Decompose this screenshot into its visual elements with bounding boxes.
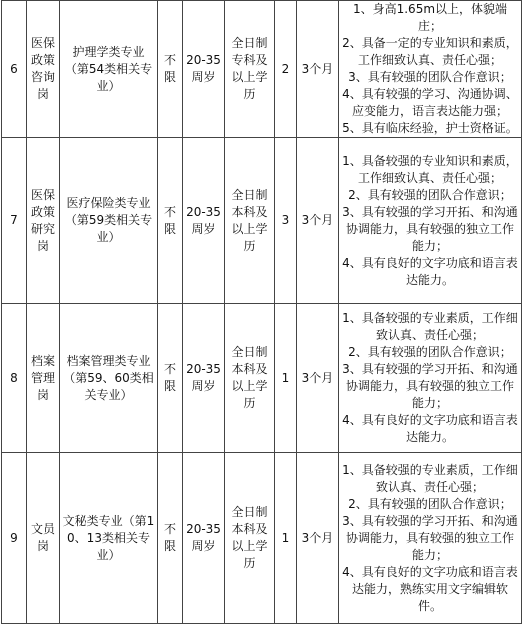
period: 3个月 xyxy=(297,304,339,453)
requirement-item: 2、具有较强的团队合作意识； xyxy=(348,345,512,359)
major: 档案管理类专业（第59、60类相关专业） xyxy=(60,304,158,453)
post-name: 文员岗 xyxy=(27,453,60,624)
requirement-item: 1、具备较强的专业素质，工作细致认真、责任心强； xyxy=(342,462,518,494)
headcount: 1 xyxy=(275,304,297,453)
requirement-item: 3、具有较强的团队合作意识； xyxy=(348,70,512,84)
table-row xyxy=(2,138,522,304)
major: 护理学类专业（第54类相关专业） xyxy=(60,1,158,138)
education: 全日制本科及以上学历 xyxy=(225,453,275,624)
requirement-item: 3、具有较强的学习开拓、和沟通协调能力，具有较强的独立工作能力； xyxy=(342,362,518,410)
requirement-item: 1、具备较强的专业知识和素质，工作细致认真、责任心强； xyxy=(342,153,518,185)
gender: 不限 xyxy=(158,1,183,138)
requirement-item: 3、具有较强的学习开拓、和沟通协调能力，具有较强的独立工作能力； xyxy=(342,204,518,253)
post-name: 档案管理岗 xyxy=(27,304,60,453)
requirements xyxy=(339,138,522,304)
gender: 不限 xyxy=(158,304,183,453)
age: 20-35周岁 xyxy=(183,304,225,453)
age: 20-35周岁 xyxy=(183,138,225,304)
period: 3个月 xyxy=(297,1,339,138)
requirement-item: 4、具有良好的文字功底和语言表达能力。 xyxy=(342,255,518,287)
post-name: 医保政策咨询岗 xyxy=(27,1,60,138)
row-number: 9 xyxy=(2,453,27,624)
age: 20-35周岁 xyxy=(183,1,225,138)
requirement-item: 1、身高1.65m以上，体貌端庄； xyxy=(352,2,508,33)
table-row xyxy=(2,304,522,453)
requirement-item: 4、具有较强的学习、沟通协调、应变能力，语言表达能力强； xyxy=(342,87,518,118)
row-number: 6 xyxy=(2,1,27,138)
table-row xyxy=(2,1,522,138)
period: 3个月 xyxy=(297,453,339,624)
requirement-item: 1、具备较强的专业素质，工作细致认真、责任心强； xyxy=(342,311,518,342)
requirement-item: 3、具有较强的学习开拓、和沟通协调能力，具有较强的独立工作能力； xyxy=(342,513,518,562)
requirements xyxy=(339,1,522,138)
age: 20-35周岁 xyxy=(183,453,225,624)
requirement-item: 5、具有临床经验，护士资格证。 xyxy=(342,121,518,135)
requirement-item: 2、具有较强的团队合作意识； xyxy=(348,496,512,511)
headcount: 3 xyxy=(275,138,297,304)
requirement-item: 4、具有良好的文字功底和语言表达能力。 xyxy=(342,413,518,444)
headcount: 2 xyxy=(275,1,297,138)
headcount: 1 xyxy=(275,453,297,624)
major: 文秘类专业（第10、13类相关专业） xyxy=(60,453,158,624)
post-name: 医保政策研究岗 xyxy=(27,138,60,304)
requirement-item: 2、具有较强的团队合作意识； xyxy=(348,187,512,202)
requirements xyxy=(339,453,522,624)
period: 3个月 xyxy=(297,138,339,304)
major: 医疗保险类专业（第59类相关专业） xyxy=(60,138,158,304)
row-number: 8 xyxy=(2,304,27,453)
table-row xyxy=(2,453,522,624)
gender: 不限 xyxy=(158,138,183,304)
requirement-item: 2、具备一定的专业知识和素质，工作细致认真、责任心强； xyxy=(342,36,518,67)
gender: 不限 xyxy=(158,453,183,624)
education: 全日制本科及以上学历 xyxy=(225,304,275,453)
requirement-item: 4、具有良好的文字功底和语言表达能力，熟练实用文字编辑软件。 xyxy=(342,564,518,613)
row-number: 7 xyxy=(2,138,27,304)
job-requirements-table xyxy=(1,0,522,624)
requirements xyxy=(339,304,522,453)
education: 全日制本科及以上学历 xyxy=(225,138,275,304)
education: 全日制专科及以上学历 xyxy=(225,1,275,138)
